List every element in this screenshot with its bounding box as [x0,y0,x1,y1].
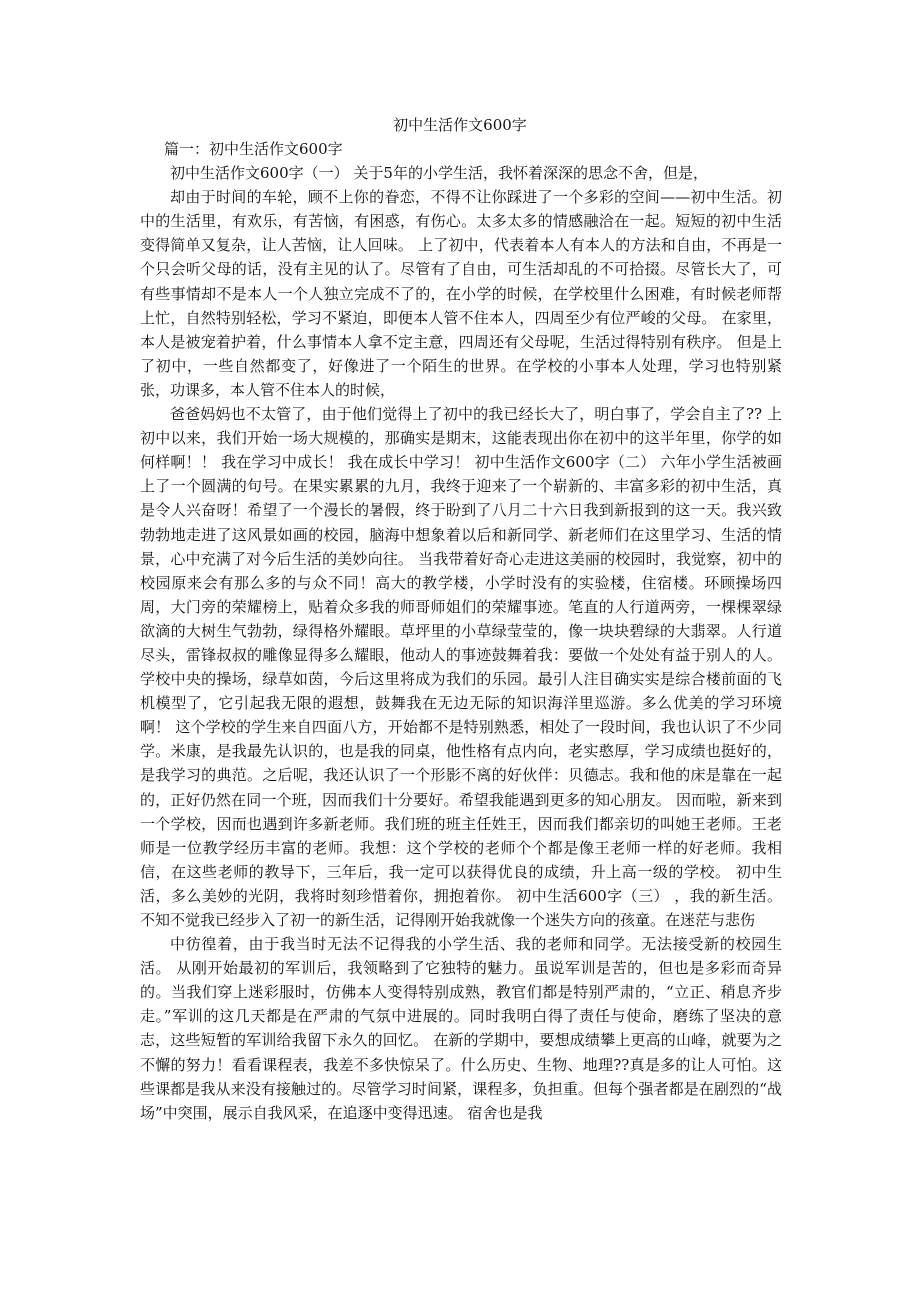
paragraph: 爸爸妈妈也不太管了，由于他们觉得上了初中的我已经长大了，明白事了，学会自主了?? 上初中以来，我们开始一场大规模的，那确实是期末，这能表现出你在初中的这半年里，你学的如何样啊！！ 我在学习中成长！ 我在成长中学习！ 初中生活作文600字（二） 六年小学生活被画上了一个圆满的句号。在果实累累的九月，我终于迎来了一个崭新的、丰富多彩的初中生活，真是令人兴奋呀！希望了一个漫长的暑假，终于盼到了八月二十六日我到新报到的这一天。我兴致勃勃地走进了这风景如画的校园，脑海中想象着以后和新同学、新老师们在这里学习、生活的情景，心中充满了对今后生活的美妙向往。 当我带着好奇心走进这美丽的校园时，我觉察，初中的校园原来会有那么多的与众不同！高大的教学楼，小学时没有的实验楼，住宿楼。环顾操场四周，大门旁的荣耀榜上，贴着众多我的师哥师姐们的荣耀事迹。笔直的人行道两旁，一棵棵翠绿欲滴的大树生气勃勃，绿得格外耀眼。草坪里的小草绿莹莹的，像一块块碧绿的大翡翠。人行道尽头，雷锋叔叔的雕像显得多么耀眼，他动人的事迹鼓舞着我：要做一个处处有益于别人的人。学校中央的操场，绿草如茵，今后这里将成为我们的乐园。最引人注目确实实是综合楼前面的飞机模型了，它引起我无限的遐想，鼓舞我在无边无际的知识海洋里巡游。多么优美的学习环境啊！ 这个学校的学生来自四面八方，开始都不是特别熟悉，相处了一段时间，我也认识了不少同学。米康，是我最先认识的，也是我的同桌，他性格有点内向，老实憨厚，学习成绩也挺好的，是我学习的典范。之后呢，我还认识了一个形影不离的好伙伴：贝德志。我和他的床是靠在一起的，正好仍然在同一个班，因而我们十分要好。希望我能遇到更多的知心朋友。 因而啦，新来到一个学校，因而也遇到许多新老师。我们班的班主任姓王，因而我们都亲切的叫她王老师。王老师是一位教学经历丰富的老师。我想：这个学校的老师个个都是像王老师一样的好老师。我相信，在这些老师的教导下，三年后，我一定可以获得优良的成绩，升上高一级的学校。 初中生活，多么美妙的光阴，我将时刻珍惜着你，拥抱着你。 初中生活600字（三） ，我的新生活。 不知不觉我已经步入了初一的新生活，记得刚开始我就像一个迷失方向的孩童。在迷茫与悲伤 [140,405,782,929]
paragraph: 初中生活作文600字（一） 关于5年的小学生活，我怀着深深的思念不舍，但是， [170,164,708,183]
section-heading: 篇一：初中生活作文600字 [164,140,343,158]
paragraph: 却由于时间的车轮，顾不上你的眷恋，不得不让你踩进了一个多彩的空间——初中生活。初中的生活里，有欢乐，有苦恼，有困惑，有伤心。太多太多的情感融洽在一起。短短的初中生活变得简单又复杂，让人苦恼，让人回味。 上了初中，代表着本人有本人的方法和自由，不再是一个只会听父母的话，没有主见的认了。尽管有了自由，可生活却乱的不可拾掇。尽管长大了，可有些事情却不是本人一个人独立完成不了的，在小学的时候，在学校里什么困难，有时候老师帮上忙，自然特别轻松，学习不紧迫，即便本人管不住本人，四周至少有位严峻的父母。 在家里，本人是被宠着护着，什么事情本人拿不定主意，四周还有父母呢，生活过得特别有秩序。 但是上了初中，一些自然都变了，好像进了一个陌生的世界。在学校的小事本人处理，学习也特别紧张，功课多，本人管不住本人的时候， [140,188,782,399]
document-body [140,137,782,1125]
paragraph: 中彷徨着，由于我当时无法不记得我的小学生活、我的老师和同学。无法接受新的校园生活。 从刚开始最初的军训后，我领略到了它独特的魅力。虽说军训是苦的，但也是多彩而奇异的。当我们穿上迷彩服时，仿佛本人变得特别成熟，教官们都是特别严肃的，“立正、稍息齐步走。”军训的这几天都是在严肃的气氛中进展的。同时我明白得了责任与使命，磨练了坚决的意志，这些短暂的军训给我留下永久的回忆。 在新的学期中，要想成绩攀上更高的山峰，就要为之不懈的努力！看看课程表，我差不多快惊呆了。什么历史、生物、地理??真是多的让人可怕。这些课都是我从来没有接触过的。尽管学习时间紧，课程多，负担重。但每个强者都是在剧烈的“战场”中突围，展示自我风采，在追逐中变得迅速。 宿舍也是我 [140,935,782,1122]
page-title: 初中生活作文600字 [393,116,527,134]
